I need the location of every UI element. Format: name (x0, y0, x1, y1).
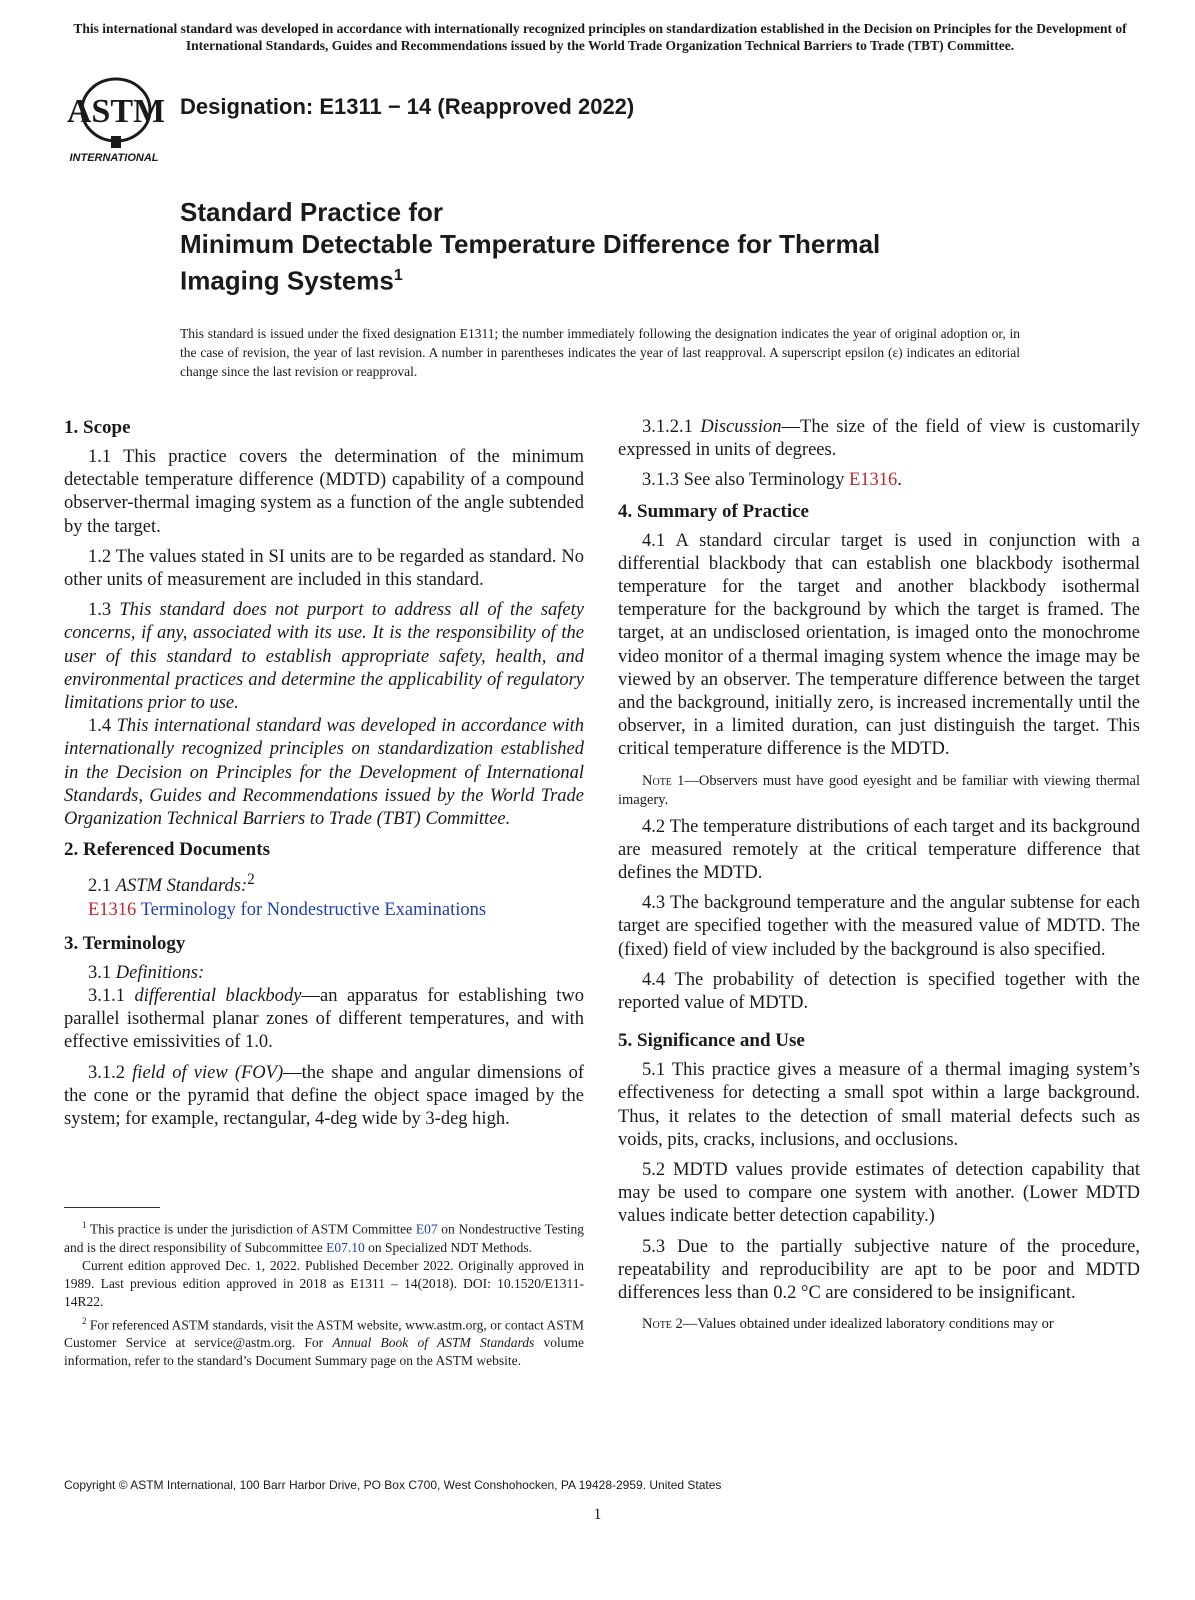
paragraph-4-2: 4.2 The temperature distributions of each target and its background are measured remotely at the critical temperature difference that defines the MDTD. (618, 816, 1140, 884)
paragraph-5-2: 5.2 MDTD values provide estimates of detection capability that may be used to compare one system with another. (Lower MDTD values indicate better detection capability.) (618, 1160, 1140, 1227)
paragraph-2-1: 2.1 ASTM Standards:$^2$ (88, 871, 255, 897)
paragraph-5-3: 5.3 Due to the partially subjective nature of the procedure, repeatability and reproducibility are apt to be poor and MDTD differences less than 0.2 °C are considered to be insignificant. (618, 1236, 1140, 1304)
section-heading-referenced-documents: 2. Referenced Documents (64, 839, 270, 861)
paragraph-3-1: 3.1 Definitions: (88, 962, 205, 983)
footnote-2: $^2$ For referenced ASTM standards, visit the ASTM website, www.astm.org, or contact ASTM Customer Service at service@astm.org. For Annual Book of ASTM Standards volume information, refer to the standard’s Document Summary page on the ASTM website. (64, 1315, 585, 1369)
document-title (180, 196, 1080, 297)
paragraph-3-1-3: 3.1.3 See also Terminology E1316. (642, 470, 902, 491)
title-footnote-mark: 1 (393, 267, 403, 284)
designation: Designation: E1311 − 14 (Reapproved 2022) (180, 94, 635, 119)
title-line-3: Imaging Systems$^1$ (180, 265, 403, 296)
right-column (618, 416, 1140, 1340)
paragraph-4-3: 4.3 The background temperature and the angular subtense for each target are specified together with the measured value of MDTD. The (fixed) field of view included by the background is also specified. (618, 893, 1140, 960)
footnote-rule (64, 1207, 160, 1208)
section-heading-significance: 5. Significance and Use (618, 1030, 805, 1052)
section-heading-summary: 4. Summary of Practice (618, 500, 809, 522)
footnotes (64, 1216, 584, 1371)
paragraph-1-3: 1.3 This standard does not purport to address all of the safety concerns, if any, associated with its use. It is the responsibility of the user of this standard to establish appropriate safety, health, and environmental practices and determine the applicability of regulatory limitations prior to use. (64, 600, 584, 714)
paragraph-4-4: 4.4 The probability of detection is specified together with the reported value of MDTD. (618, 969, 1140, 1014)
section-heading-scope: 1. Scope (64, 417, 131, 438)
paragraph-4-1: 4.1 A standard circular target is used in conjunction with a differential blackbody that can establish one blackbody isothermal temperature for the target and another blackbody isothermal temperature for the background by which the target is framed. The target, at an undisclosed orientation, is imaged onto the monochrome video monitor of a thermal imaging system whence the image may be viewed by an observer. The temperature difference between the target and the background, initially zero, is increased incrementally until the observer, in a limited duration, can just distinguish the target. This critical temperature difference is the MDTD. (618, 530, 1140, 760)
referenced-standard-e1316[interactable] (88, 899, 584, 922)
paragraph-1-4: 1.4 This international standard was developed in accordance with internationally recognized principles on standardization established in the Decision on Principles for the Development of International Standards, Guides and Recommendations issued by the World Trade Organization Technical Barriers to Trade (TBT) Committee. (64, 716, 585, 830)
footnote-1-edition: Current edition approved Dec. 1, 2022. Published December 2022. Originally approved in 1989. Last previous edition approved in 2018 as E1311 – 14(2018). DOI: 10.1520/E1311-14R22. (64, 1257, 584, 1310)
paragraph-1-2: 1.2 The values stated in SI units are to be regarded as standard. No other units of measurement are included in this standard. (64, 546, 584, 591)
paragraph-1-1: 1.1 This practice covers the determination of the minimum detectable temperature difference (MDTD) capability of a compound observer-thermal imaging system as a function of the angle subtended by the target. (64, 447, 584, 537)
section-heading-terminology: 3. Terminology (64, 932, 186, 954)
astm-logo (64, 70, 168, 164)
terminology-e1316-link[interactable]: E1316 (848, 470, 898, 491)
left-column (64, 416, 584, 1138)
footnote-1: $^1$ This practice is under the jurisdiction of ASTM Committee E07 on Nondestructive Testing and is the direct responsibility of Subcommittee E07.10 on Specialized NDT Methods. (64, 1220, 585, 1255)
paragraph-3-1-2: 3.1.2 field of view (FOV)—the shape and angular dimensions of the cone or the pyramid that define the object space imaged by the system; for example, rectangular, 4-deg wide by 3-deg high. (64, 1062, 584, 1130)
title-line-1: Standard Practice for (180, 197, 443, 227)
committee-e07-link[interactable]: E07 (415, 1221, 438, 1237)
logo-text: ASTM (66, 93, 166, 130)
issuance-note: This standard is issued under the fixed designation E1311; the number immediately following the designation indicates the year of original adoption or, in the case of revision, the year of last revision. A number in parentheses indicates the year of last reapproval. A superscript epsilon (ε) indicates an editorial change since the last revision or reapproval. (180, 326, 1020, 379)
subcommittee-e07-10-link[interactable]: E07.10 (326, 1239, 365, 1255)
paragraph-5-1: 5.1 This practice gives a measure of a thermal imaging system’s effectiveness for detecting a small spot within a large background. Thus, it relates to the detection of small material defects such as voids, pits, cracks, inclusions, and occlusions. (618, 1060, 1140, 1150)
ref-title-link[interactable]: Terminology for Nondestructive Examinations (140, 899, 487, 920)
note-2: Note 2—Values obtained under idealized laboratory conditions may or (642, 1316, 1054, 1333)
logo-subtext: INTERNATIONAL (69, 152, 159, 164)
top-notice: This international standard was developed in accordance with internationally recognized principles on standardization established in the Decision on Principles for the Development of International Standards, Guides and Recommendations issued by the World Trade Organization Technical Barriers to Trade (TBT) Committee. (73, 21, 1127, 53)
ref-code-link[interactable]: E1316 (88, 899, 137, 920)
paragraph-3-1-2-1: 3.1.2.1 Discussion—The size of the field of view is customarily expressed in units of degrees. (618, 417, 1140, 461)
copyright-line: Copyright © ASTM International, 100 Barr Harbor Drive, PO Box C700, West Conshohocken, PA 19428-2959. United States (64, 1478, 722, 1492)
paragraph-3-1-1: 3.1.1 differential blackbody—an apparatus for establishing two parallel isothermal planar zones of different temperatures, and with effective emissivities of 1.0. (64, 986, 584, 1053)
title-line-2: Minimum Detectable Temperature Difference for Thermal (180, 229, 881, 259)
note-1: Note 1—Observers must have good eyesight and be familiar with viewing thermal imagery. (618, 772, 1140, 808)
page-number: 1 (593, 1506, 602, 1523)
